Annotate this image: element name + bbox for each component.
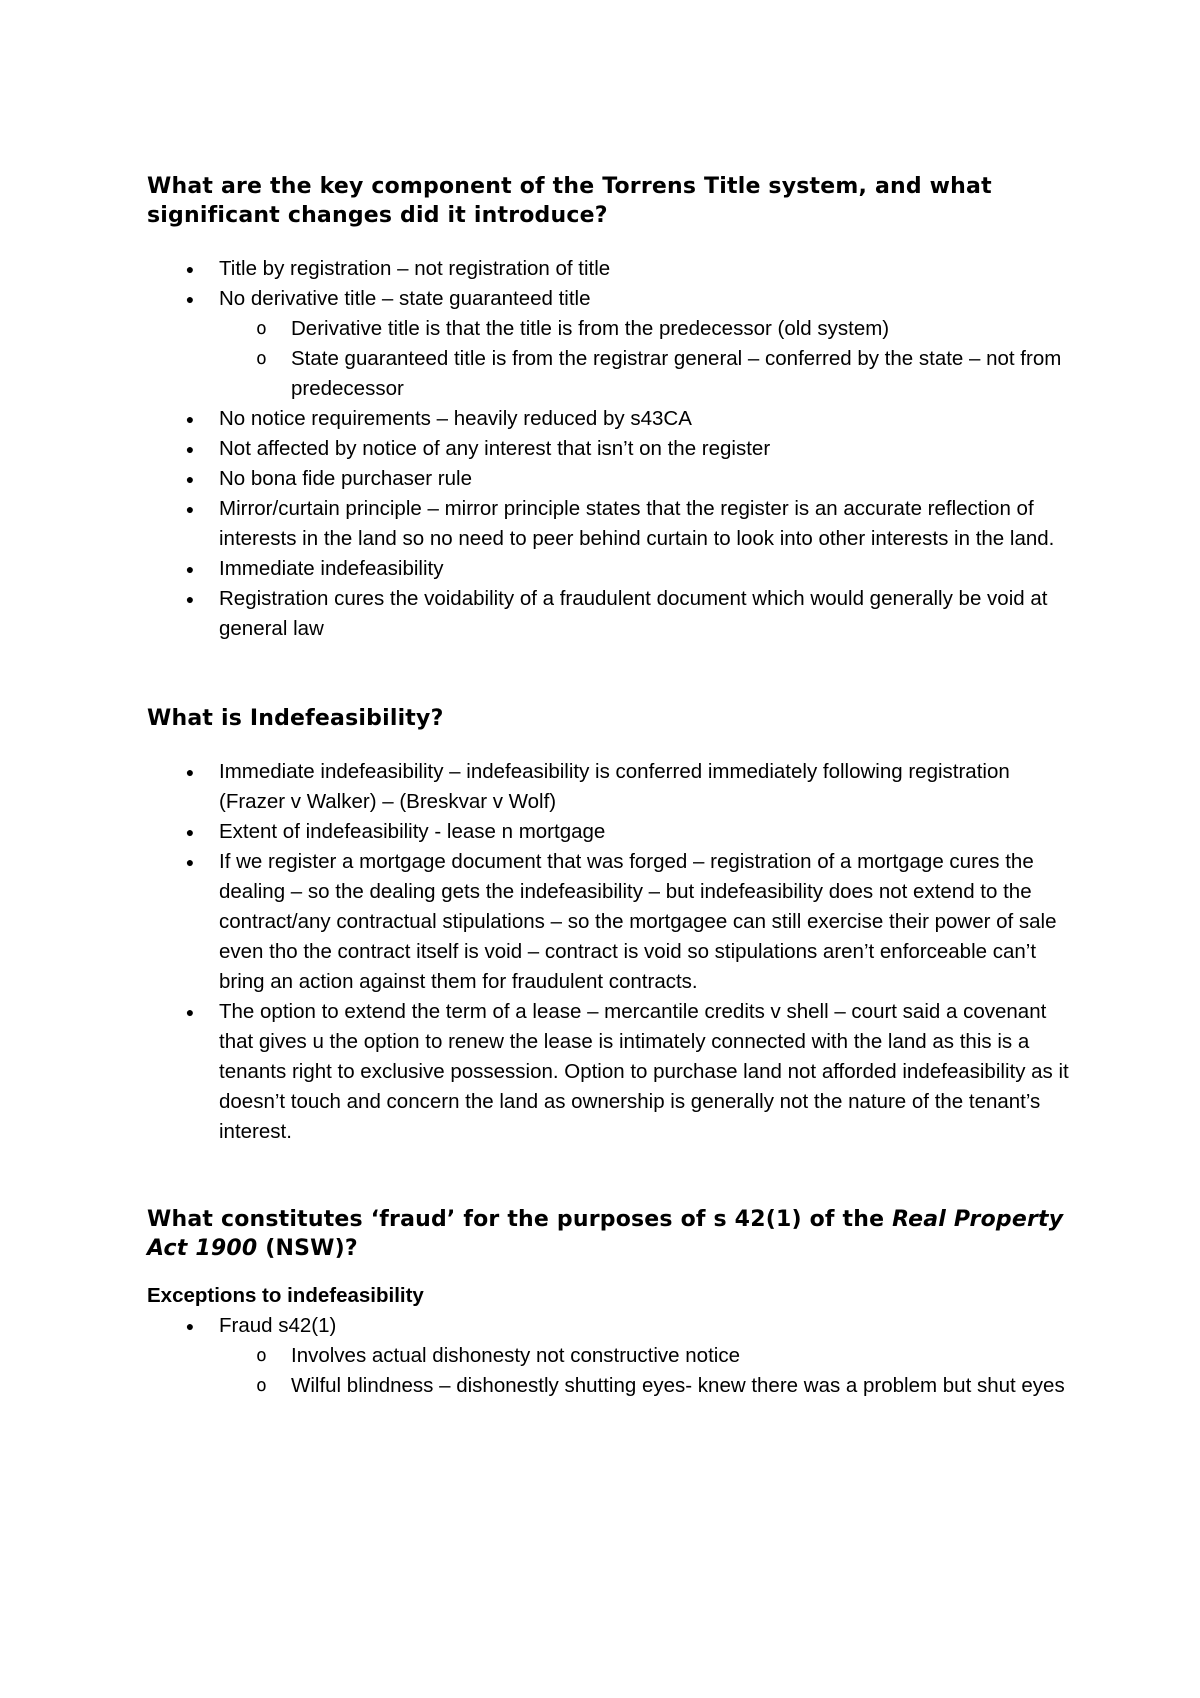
bullet-icon: ● [185,441,195,457]
heading-text: What constitutes ‘fraud’ for the purposes of s 42(1) of the [147,1207,893,1232]
list-item [147,1311,1077,1401]
sub-bullet-list [219,314,1077,404]
list-item-text: The option to extend the term of a lease – mercantile credits v shell – court said a covenant that gives u the option to renew the lease is intimately connected with the land as this is a tenants right to exclusive possession. Option to purchase land not afforded indefeasibility as it doesn’t touch and concern the land as ownership is generally not the nature of the tenant’s interest. [219,1000,1069,1143]
list-item-text: Immediate indefeasibility – indefeasibility is conferred immediately following registration (Frazer v Walker) – (Breskvar v Wolf) [219,760,1010,813]
list-item-text: Title by registration – not registration of title [219,257,611,280]
bullet-icon: ● [185,291,195,307]
hollow-bullet-icon: o [256,1375,267,1396]
section-heading-fraud [147,1205,1077,1263]
list-item-text: No notice requirements – heavily reduced by s43CA [219,407,692,430]
document-page [147,172,1077,1401]
section-heading-indefeasibility: What is Indefeasibility? [147,706,444,731]
list-item-text: If we register a mortgage document that was forged – registration of a mortgage cures the dealing – so the dealing gets the indefeasibility – but indefeasibility does not extend to the contract/any contractual stipulations – so the mortgagee can still exercise their power of sale even tho the contract itself is void – contract is void so stipulations aren’t enforceable can’t bring an action against them for fraudulent contracts. [219,850,1057,993]
list-item [147,554,1077,584]
sub-bullet-list [219,1341,1077,1401]
bullet-list [147,254,1077,644]
bullet-icon: ● [185,1004,195,1020]
act-name-italic: Real Property Act 1900 [147,1207,1064,1261]
list-item [147,997,1077,1147]
list-item-text: Extent of indefeasibility - lease n mortgage [219,820,606,843]
list-item [147,254,1077,284]
list-item-text: Mirror/curtain principle – mirror principle states that the register is an accurate reflection of interests in the land so no need to peer behind curtain to look into other interests in the land. [219,497,1055,550]
list-item [147,584,1077,644]
list-item [147,847,1077,997]
sub-list-item-text: State guaranteed title is from the registrar general – conferred by the state – not from predecessor [291,347,1062,400]
list-item-text: Immediate indefeasibility [219,557,444,580]
sub-list-item [219,1341,1077,1371]
list-item-text: Not affected by notice of any interest that isn’t on the register [219,437,771,460]
list-item [147,757,1077,817]
bullet-icon: ● [185,591,195,607]
list-item [147,284,1077,404]
sub-list-item [219,314,1077,344]
list-item-text: Registration cures the voidability of a fraudulent document which would generally be void at general law [219,587,1048,640]
bullet-icon: ● [185,261,195,277]
heading-text: (NSW)? [257,1236,358,1261]
bullet-list [147,1311,1077,1401]
sub-list-item-text: Derivative title is that the title is from the predecessor (old system) [291,317,890,340]
sub-list-item [219,344,1077,404]
list-item [147,404,1077,434]
hollow-bullet-icon: o [256,348,267,369]
list-item [147,494,1077,554]
hollow-bullet-icon: o [256,318,267,339]
bullet-icon: ● [185,854,195,870]
sub-list-item-text: Involves actual dishonesty not constructive notice [291,1344,740,1367]
list-item-text: Fraud s42(1) [219,1314,337,1337]
list-item-text: No derivative title – state guaranteed title [219,287,591,310]
bullet-icon: ● [185,824,195,840]
bullet-icon: ● [185,1318,195,1334]
list-item [147,434,1077,464]
bullet-icon: ● [185,411,195,427]
hollow-bullet-icon: o [256,1345,267,1366]
list-item [147,464,1077,494]
bullet-icon: ● [185,764,195,780]
bullet-icon: ● [185,471,195,487]
list-item [147,817,1077,847]
bullet-icon: ● [185,501,195,517]
list-item-text: No bona fide purchaser rule [219,467,472,490]
bullet-icon: ● [185,561,195,577]
subheading-exceptions: Exceptions to indefeasibility [147,1284,424,1307]
sub-list-item [219,1371,1077,1401]
section-heading-torrens-title: What are the key component of the Torrens Title system, and what significant changes did it introduce? [147,174,992,228]
sub-list-item-text: Wilful blindness – dishonestly shutting eyes- knew there was a problem but shut eyes [291,1374,1065,1397]
bullet-list [147,757,1077,1147]
